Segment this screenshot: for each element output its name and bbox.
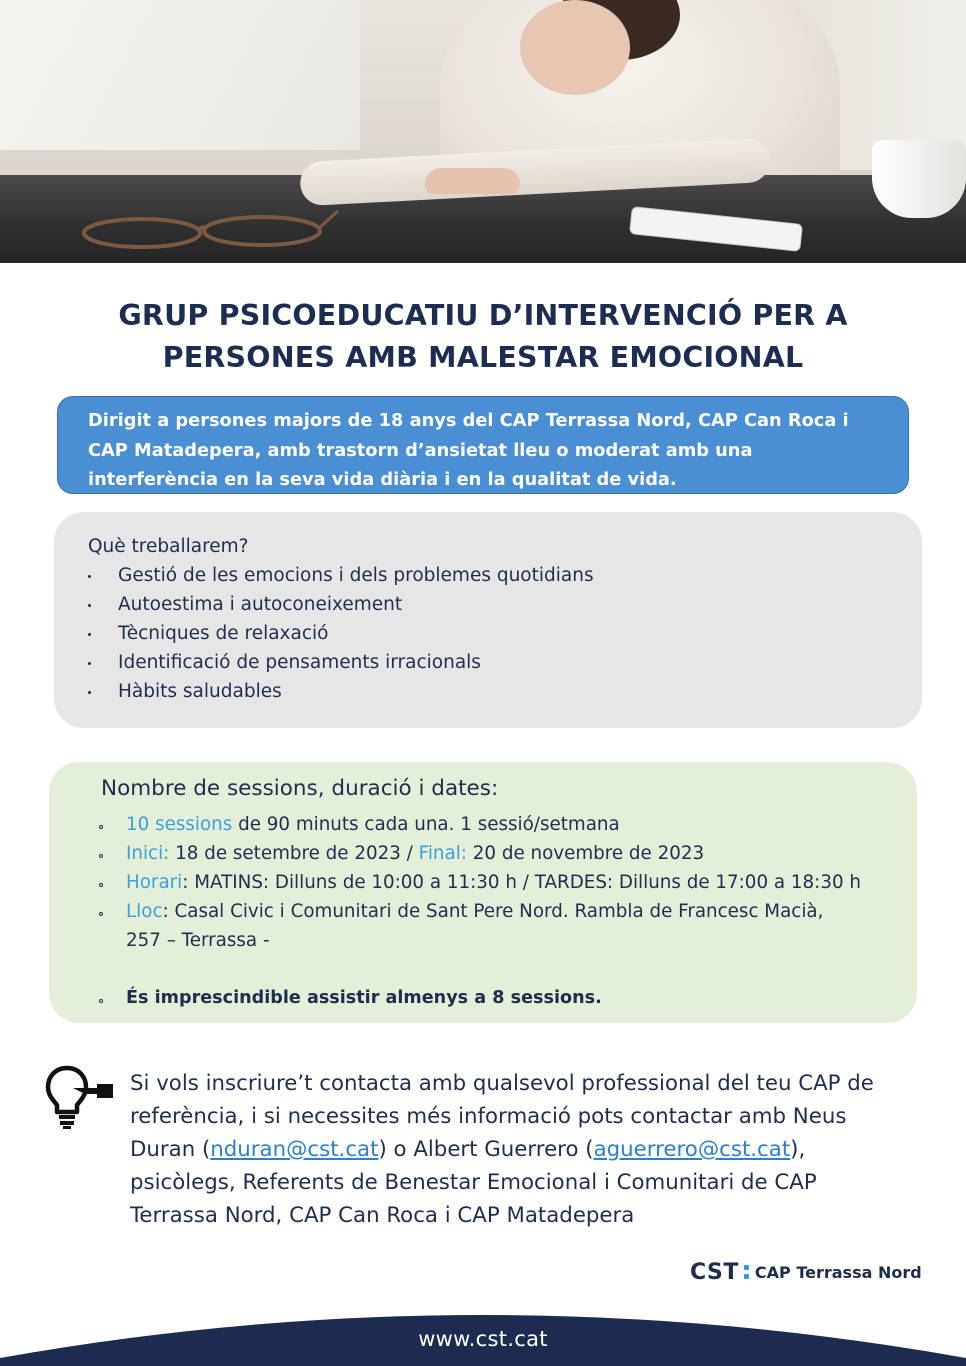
- logo-colon-icon: [744, 1265, 749, 1279]
- bullet-icon: [88, 575, 91, 578]
- hero-person-face: [520, 0, 630, 95]
- hero-window-light: [0, 0, 360, 150]
- ring-bullet-icon: [99, 883, 103, 887]
- cst-logo: [690, 1258, 922, 1286]
- list-item: Hàbits saludables: [88, 677, 922, 706]
- ring-bullet-icon: [99, 999, 103, 1003]
- sessions-list: [101, 810, 917, 1013]
- title-line-2: PERSONES AMB MALESTAR EMOCIONAL: [162, 341, 804, 374]
- footer-url[interactable]: www.cst.cat: [418, 1327, 548, 1351]
- email-link-nduran[interactable]: nduran@cst.cat: [210, 1137, 379, 1162]
- hero-person-hand: [425, 168, 520, 194]
- list-item: Autoestima i autoconeixement: [88, 590, 922, 619]
- intro-box: [57, 396, 909, 494]
- bullet-icon: [88, 691, 91, 694]
- bullet-icon: [88, 633, 91, 636]
- hero-photo: [0, 0, 966, 263]
- contact-text: Si vols inscriure’t contacta amb qualsevol professional del teu CAP de referència, i si necessites més informació pots contactar amb Neus Duran (nduran@cst.cat) o Albert Guerrero (aguerrero@cst.cat), psicòlegs, Referents de Benestar Emocional i Comunitari de CAP Terrassa Nord, CAP Can Roca i CAP Matadepera: [130, 1071, 874, 1228]
- hero-cup: [872, 140, 966, 218]
- sessions-place: Lloc: Casal Civic i Comunitari de Sant Pere Nord. Rambla de Francesc Macià, 257 – Terrassa -: [101, 897, 917, 955]
- lightbulb-icon: [45, 1062, 115, 1130]
- sessions-box: [49, 762, 917, 1023]
- list-item: Tècniques de relaxació: [88, 619, 922, 648]
- title-line-1: GRUP PSICOEDUCATIU D’INTERVENCIÓ PER A: [118, 299, 848, 332]
- topics-list: [88, 561, 922, 706]
- bullet-icon: [88, 604, 91, 607]
- ring-bullet-icon: [99, 854, 103, 858]
- ring-bullet-icon: [99, 912, 103, 916]
- list-item: Gestió de les emocions i dels problemes quotidians: [88, 561, 922, 590]
- ring-bullet-icon: [99, 825, 103, 829]
- list-item: Identificació de pensaments irracionals: [88, 648, 922, 677]
- page-title: [60, 295, 906, 379]
- logo-brand: CST: [690, 1259, 739, 1285]
- intro-line-1: Dirigit a persones majors de 18 anys del CAP Terrassa Nord, CAP Can Roca i: [88, 410, 849, 431]
- sessions-schedule: Horari: MATINS: Dilluns de 10:00 a 11:30 h / TARDES: Dilluns de 17:00 a 18:30 h: [101, 868, 917, 897]
- topics-heading: Què treballarem?: [88, 536, 249, 557]
- sessions-heading: Nombre de sessions, duració i dates:: [101, 776, 499, 801]
- intro-line-3: interferència en la seva vida diària i en la qualitat de vida.: [88, 469, 677, 490]
- topics-box: [54, 512, 922, 728]
- sessions-requirement: És imprescindible assistir almenys a 8 sessions.: [101, 984, 917, 1013]
- email-link-aguerrero[interactable]: aguerrero@cst.cat: [593, 1137, 791, 1162]
- sessions-count: 10 sessions de 90 minuts cada una. 1 sessió/setmana: [101, 810, 917, 839]
- footer-band: [0, 1290, 966, 1366]
- sessions-dates: Inici: 18 de setembre de 2023 / Final: 20 de novembre de 2023: [101, 839, 917, 868]
- glasses-icon: [80, 205, 340, 253]
- bullet-icon: [88, 662, 91, 665]
- intro-line-2: CAP Matadepera, amb trastorn d’ansietat lleu o moderat amb una: [88, 439, 753, 461]
- logo-center: CAP Terrassa Nord: [754, 1262, 922, 1282]
